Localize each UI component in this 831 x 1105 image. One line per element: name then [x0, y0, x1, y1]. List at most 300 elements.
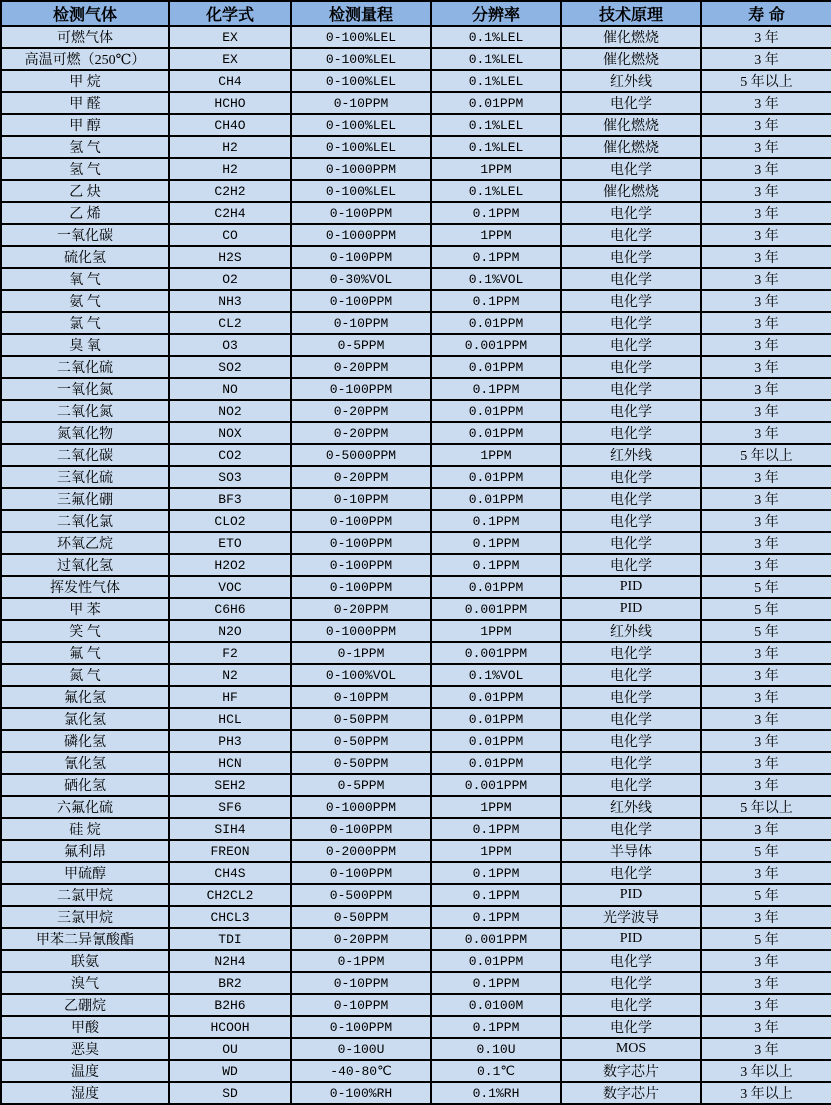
cell-technology: 催化燃烧: [561, 180, 701, 202]
cell-gas-name: 甲 醇: [1, 114, 169, 136]
cell-detection-range: 0-5000PPM: [291, 444, 431, 466]
cell-lifespan: 3 年: [701, 862, 831, 884]
cell-technology: 电化学: [561, 158, 701, 180]
table-row: [1, 796, 831, 818]
table-row: [1, 92, 831, 114]
column-header-chemical-formula: 化学式: [169, 1, 291, 26]
cell-chemical-formula: BF3: [169, 488, 291, 510]
cell-lifespan: 3 年: [701, 26, 831, 48]
cell-gas-name: 一氧化碳: [1, 224, 169, 246]
cell-detection-range: 0-100PPM: [291, 510, 431, 532]
table-row: [1, 532, 831, 554]
cell-resolution: 0.01PPM: [431, 730, 561, 752]
cell-detection-range: 0-2000PPM: [291, 840, 431, 862]
cell-chemical-formula: CLO2: [169, 510, 291, 532]
cell-resolution: 0.1PPM: [431, 246, 561, 268]
table-row: [1, 312, 831, 334]
cell-gas-name: 二氧化硫: [1, 356, 169, 378]
table-row: [1, 664, 831, 686]
cell-lifespan: 3 年: [701, 950, 831, 972]
cell-gas-name: 二氧化氯: [1, 510, 169, 532]
table-row: [1, 136, 831, 158]
cell-lifespan: 5 年以上: [701, 70, 831, 92]
cell-chemical-formula: VOC: [169, 576, 291, 598]
cell-detection-range: 0-5PPM: [291, 774, 431, 796]
cell-detection-range: 0-100PPM: [291, 246, 431, 268]
cell-technology: MOS: [561, 1038, 701, 1060]
cell-resolution: 0.001PPM: [431, 928, 561, 950]
cell-technology: 电化学: [561, 554, 701, 576]
cell-resolution: 0.1PPM: [431, 1016, 561, 1038]
cell-resolution: 0.01PPM: [431, 466, 561, 488]
cell-resolution: 0.1PPM: [431, 554, 561, 576]
cell-resolution: 0.1%LEL: [431, 48, 561, 70]
table-row: [1, 686, 831, 708]
cell-resolution: 0.01PPM: [431, 950, 561, 972]
cell-lifespan: 3 年: [701, 972, 831, 994]
cell-chemical-formula: F2: [169, 642, 291, 664]
cell-chemical-formula: BR2: [169, 972, 291, 994]
cell-detection-range: 0-100PPM: [291, 290, 431, 312]
cell-technology: PID: [561, 576, 701, 598]
cell-detection-range: 0-10PPM: [291, 686, 431, 708]
cell-gas-name: 恶臭: [1, 1038, 169, 1060]
table-row: [1, 1038, 831, 1060]
table-row: [1, 48, 831, 70]
cell-resolution: 1PPM: [431, 158, 561, 180]
cell-lifespan: 3 年: [701, 818, 831, 840]
cell-detection-range: 0-20PPM: [291, 928, 431, 950]
cell-gas-name: 氨 气: [1, 290, 169, 312]
cell-lifespan: 3 年: [701, 708, 831, 730]
cell-gas-name: 磷化氢: [1, 730, 169, 752]
table-row: [1, 510, 831, 532]
table-row: [1, 1016, 831, 1038]
cell-resolution: 0.01PPM: [431, 422, 561, 444]
cell-chemical-formula: HCN: [169, 752, 291, 774]
cell-technology: PID: [561, 598, 701, 620]
cell-detection-range: 0-10PPM: [291, 994, 431, 1016]
cell-gas-name: 氯 气: [1, 312, 169, 334]
cell-lifespan: 3 年: [701, 290, 831, 312]
cell-detection-range: -40-80℃: [291, 1060, 431, 1082]
cell-chemical-formula: SIH4: [169, 818, 291, 840]
cell-chemical-formula: WD: [169, 1060, 291, 1082]
cell-resolution: 0.1%LEL: [431, 180, 561, 202]
cell-technology: 光学波导: [561, 906, 701, 928]
table-row: [1, 1082, 831, 1104]
cell-resolution: 0.001PPM: [431, 598, 561, 620]
cell-chemical-formula: HCOOH: [169, 1016, 291, 1038]
cell-resolution: 0.1PPM: [431, 862, 561, 884]
cell-lifespan: 3 年: [701, 356, 831, 378]
cell-resolution: 0.1PPM: [431, 818, 561, 840]
table-row: [1, 202, 831, 224]
cell-lifespan: 3 年: [701, 730, 831, 752]
cell-technology: 电化学: [561, 92, 701, 114]
cell-detection-range: 0-100%LEL: [291, 48, 431, 70]
table-row: [1, 114, 831, 136]
cell-lifespan: 3 年: [701, 554, 831, 576]
cell-technology: 电化学: [561, 972, 701, 994]
table-row: [1, 70, 831, 92]
cell-technology: 电化学: [561, 400, 701, 422]
cell-resolution: 0.1PPM: [431, 202, 561, 224]
cell-technology: 电化学: [561, 202, 701, 224]
cell-resolution: 0.1PPM: [431, 510, 561, 532]
cell-chemical-formula: NO: [169, 378, 291, 400]
cell-resolution: 0.01PPM: [431, 708, 561, 730]
cell-technology: 催化燃烧: [561, 26, 701, 48]
cell-technology: 电化学: [561, 774, 701, 796]
cell-gas-name: 三氟化硼: [1, 488, 169, 510]
cell-lifespan: 3 年: [701, 114, 831, 136]
cell-lifespan: 3 年: [701, 994, 831, 1016]
cell-lifespan: 3 年: [701, 48, 831, 70]
cell-detection-range: 0-100PPM: [291, 202, 431, 224]
table-row: [1, 884, 831, 906]
cell-resolution: 0.001PPM: [431, 774, 561, 796]
cell-detection-range: 0-100PPM: [291, 554, 431, 576]
cell-lifespan: 3 年: [701, 224, 831, 246]
cell-detection-range: 0-20PPM: [291, 422, 431, 444]
cell-chemical-formula: N2O: [169, 620, 291, 642]
cell-detection-range: 0-100%LEL: [291, 136, 431, 158]
cell-technology: 电化学: [561, 510, 701, 532]
cell-detection-range: 0-20PPM: [291, 466, 431, 488]
table-row: [1, 840, 831, 862]
cell-chemical-formula: SO2: [169, 356, 291, 378]
cell-technology: 电化学: [561, 268, 701, 290]
cell-gas-name: 氟利昂: [1, 840, 169, 862]
cell-chemical-formula: O2: [169, 268, 291, 290]
cell-detection-range: 0-20PPM: [291, 356, 431, 378]
cell-chemical-formula: EX: [169, 48, 291, 70]
cell-detection-range: 0-1PPM: [291, 950, 431, 972]
cell-detection-range: 0-100%LEL: [291, 180, 431, 202]
cell-chemical-formula: CO2: [169, 444, 291, 466]
table-row: [1, 268, 831, 290]
cell-chemical-formula: C6H6: [169, 598, 291, 620]
cell-chemical-formula: C2H2: [169, 180, 291, 202]
cell-resolution: 1PPM: [431, 796, 561, 818]
cell-detection-range: 0-1000PPM: [291, 158, 431, 180]
cell-gas-name: 氟 气: [1, 642, 169, 664]
table-row: [1, 26, 831, 48]
cell-technology: 电化学: [561, 246, 701, 268]
cell-lifespan: 3 年: [701, 202, 831, 224]
cell-technology: 红外线: [561, 70, 701, 92]
cell-gas-name: 氮 气: [1, 664, 169, 686]
cell-gas-name: 二氯甲烷: [1, 884, 169, 906]
cell-resolution: 0.10U: [431, 1038, 561, 1060]
cell-gas-name: 氟化氢: [1, 686, 169, 708]
column-header-lifespan: 寿 命: [701, 1, 831, 26]
table-row: [1, 400, 831, 422]
cell-technology: 电化学: [561, 708, 701, 730]
cell-lifespan: 3 年: [701, 1038, 831, 1060]
cell-detection-range: 0-100%RH: [291, 1082, 431, 1104]
cell-lifespan: 5 年: [701, 598, 831, 620]
cell-technology: 催化燃烧: [561, 114, 701, 136]
cell-chemical-formula: CO: [169, 224, 291, 246]
cell-resolution: 0.1%LEL: [431, 136, 561, 158]
cell-gas-name: 氧 气: [1, 268, 169, 290]
cell-lifespan: 3 年以上: [701, 1082, 831, 1104]
cell-resolution: 0.01PPM: [431, 686, 561, 708]
cell-chemical-formula: HF: [169, 686, 291, 708]
cell-gas-name: 臭 氧: [1, 334, 169, 356]
table-row: [1, 598, 831, 620]
cell-technology: 电化学: [561, 994, 701, 1016]
cell-detection-range: 0-100PPM: [291, 378, 431, 400]
table-row: [1, 620, 831, 642]
table-row: [1, 334, 831, 356]
cell-detection-range: 0-50PPM: [291, 906, 431, 928]
cell-detection-range: 0-100PPM: [291, 532, 431, 554]
cell-resolution: 0.1PPM: [431, 378, 561, 400]
table-row: [1, 708, 831, 730]
cell-lifespan: 5 年以上: [701, 444, 831, 466]
cell-resolution: 0.01PPM: [431, 576, 561, 598]
column-header-technology: 技术原理: [561, 1, 701, 26]
cell-detection-range: 0-5PPM: [291, 334, 431, 356]
cell-resolution: 0.1℃: [431, 1060, 561, 1082]
table-row: [1, 730, 831, 752]
cell-chemical-formula: CH4S: [169, 862, 291, 884]
cell-lifespan: 3 年: [701, 664, 831, 686]
cell-technology: 电化学: [561, 1016, 701, 1038]
cell-lifespan: 3 年: [701, 774, 831, 796]
cell-detection-range: 0-1PPM: [291, 642, 431, 664]
cell-gas-name: 氢 气: [1, 158, 169, 180]
cell-lifespan: 3 年: [701, 158, 831, 180]
table-row: [1, 554, 831, 576]
cell-technology: 电化学: [561, 224, 701, 246]
cell-chemical-formula: N2: [169, 664, 291, 686]
cell-resolution: 1PPM: [431, 224, 561, 246]
cell-detection-range: 0-20PPM: [291, 400, 431, 422]
cell-gas-name: 一氧化氮: [1, 378, 169, 400]
cell-gas-name: 三氯甲烷: [1, 906, 169, 928]
cell-lifespan: 3 年: [701, 510, 831, 532]
cell-detection-range: 0-100%VOL: [291, 664, 431, 686]
cell-gas-name: 甲硫醇: [1, 862, 169, 884]
cell-chemical-formula: OU: [169, 1038, 291, 1060]
cell-chemical-formula: SF6: [169, 796, 291, 818]
column-header-gas-name: 检测气体: [1, 1, 169, 26]
cell-resolution: 0.1%LEL: [431, 70, 561, 92]
cell-resolution: 0.01PPM: [431, 400, 561, 422]
table-row: [1, 862, 831, 884]
cell-detection-range: 0-100PPM: [291, 1016, 431, 1038]
cell-technology: 红外线: [561, 444, 701, 466]
cell-lifespan: 3 年: [701, 400, 831, 422]
cell-chemical-formula: H2: [169, 136, 291, 158]
cell-technology: 催化燃烧: [561, 136, 701, 158]
cell-chemical-formula: FREON: [169, 840, 291, 862]
cell-resolution: 0.1PPM: [431, 972, 561, 994]
table-row: [1, 378, 831, 400]
cell-lifespan: 3 年: [701, 334, 831, 356]
table-row: [1, 1060, 831, 1082]
cell-gas-name: 氮氧化物: [1, 422, 169, 444]
cell-lifespan: 5 年以上: [701, 796, 831, 818]
cell-gas-name: 氯化氢: [1, 708, 169, 730]
table-row: [1, 422, 831, 444]
table-row: [1, 356, 831, 378]
cell-resolution: 0.1%LEL: [431, 26, 561, 48]
header-row: [1, 1, 831, 26]
cell-gas-name: 硅 烷: [1, 818, 169, 840]
cell-technology: 电化学: [561, 290, 701, 312]
cell-chemical-formula: B2H6: [169, 994, 291, 1016]
cell-gas-name: 二氧化碳: [1, 444, 169, 466]
cell-chemical-formula: N2H4: [169, 950, 291, 972]
cell-technology: 电化学: [561, 752, 701, 774]
cell-technology: 电化学: [561, 686, 701, 708]
cell-technology: 电化学: [561, 664, 701, 686]
cell-gas-name: 笑 气: [1, 620, 169, 642]
cell-chemical-formula: CL2: [169, 312, 291, 334]
cell-detection-range: 0-50PPM: [291, 730, 431, 752]
cell-chemical-formula: CH4O: [169, 114, 291, 136]
table-row: [1, 444, 831, 466]
cell-technology: 电化学: [561, 818, 701, 840]
cell-detection-range: 0-50PPM: [291, 708, 431, 730]
cell-lifespan: 3 年: [701, 136, 831, 158]
cell-gas-name: 三氧化硫: [1, 466, 169, 488]
cell-lifespan: 3 年: [701, 312, 831, 334]
cell-lifespan: 3 年: [701, 268, 831, 290]
cell-gas-name: 硫化氢: [1, 246, 169, 268]
table-body: [1, 26, 831, 1104]
table-row: [1, 576, 831, 598]
cell-detection-range: 0-10PPM: [291, 92, 431, 114]
cell-chemical-formula: O3: [169, 334, 291, 356]
cell-technology: 电化学: [561, 422, 701, 444]
cell-technology: 电化学: [561, 532, 701, 554]
cell-technology: 数字芯片: [561, 1060, 701, 1082]
cell-technology: 电化学: [561, 950, 701, 972]
cell-gas-name: 溴气: [1, 972, 169, 994]
cell-lifespan: 5 年: [701, 928, 831, 950]
table-row: [1, 928, 831, 950]
table-row: [1, 994, 831, 1016]
cell-lifespan: 3 年以上: [701, 1060, 831, 1082]
cell-resolution: 0.001PPM: [431, 334, 561, 356]
cell-resolution: 0.1%LEL: [431, 114, 561, 136]
cell-gas-name: 湿度: [1, 1082, 169, 1104]
cell-chemical-formula: CH2CL2: [169, 884, 291, 906]
cell-resolution: 0.1PPM: [431, 884, 561, 906]
cell-gas-name: 氰化氢: [1, 752, 169, 774]
cell-gas-name: 乙硼烷: [1, 994, 169, 1016]
cell-detection-range: 0-100U: [291, 1038, 431, 1060]
cell-chemical-formula: H2: [169, 158, 291, 180]
cell-resolution: 0.01PPM: [431, 752, 561, 774]
cell-gas-name: 环氧乙烷: [1, 532, 169, 554]
cell-chemical-formula: CHCL3: [169, 906, 291, 928]
cell-gas-name: 过氧化氢: [1, 554, 169, 576]
cell-gas-name: 甲苯二异氰酸酯: [1, 928, 169, 950]
cell-lifespan: 3 年: [701, 532, 831, 554]
table-header: [1, 1, 831, 26]
cell-detection-range: 0-500PPM: [291, 884, 431, 906]
table-row: [1, 818, 831, 840]
cell-resolution: 0.0100M: [431, 994, 561, 1016]
table-row: [1, 290, 831, 312]
cell-detection-range: 0-100PPM: [291, 862, 431, 884]
cell-gas-name: 温度: [1, 1060, 169, 1082]
cell-chemical-formula: HCL: [169, 708, 291, 730]
table-row: [1, 642, 831, 664]
table-row: [1, 224, 831, 246]
cell-chemical-formula: CH4: [169, 70, 291, 92]
cell-technology: 电化学: [561, 488, 701, 510]
table-row: [1, 752, 831, 774]
cell-resolution: 0.001PPM: [431, 642, 561, 664]
cell-detection-range: 0-1000PPM: [291, 224, 431, 246]
cell-technology: 电化学: [561, 642, 701, 664]
cell-detection-range: 0-100%LEL: [291, 26, 431, 48]
cell-lifespan: 3 年: [701, 180, 831, 202]
column-header-detection-range: 检测量程: [291, 1, 431, 26]
cell-lifespan: 3 年: [701, 906, 831, 928]
table-row: [1, 972, 831, 994]
cell-chemical-formula: TDI: [169, 928, 291, 950]
table-row: [1, 158, 831, 180]
cell-detection-range: 0-10PPM: [291, 312, 431, 334]
cell-technology: 电化学: [561, 334, 701, 356]
table-row: [1, 774, 831, 796]
cell-chemical-formula: NH3: [169, 290, 291, 312]
cell-chemical-formula: NO2: [169, 400, 291, 422]
cell-gas-name: 硒化氢: [1, 774, 169, 796]
table-row: [1, 246, 831, 268]
cell-gas-name: 氢 气: [1, 136, 169, 158]
cell-gas-name: 高温可燃（250℃）: [1, 48, 169, 70]
cell-lifespan: 3 年: [701, 1016, 831, 1038]
cell-gas-name: 挥发性气体: [1, 576, 169, 598]
cell-technology: 电化学: [561, 312, 701, 334]
table-row: [1, 906, 831, 928]
cell-detection-range: 0-10PPM: [291, 488, 431, 510]
cell-resolution: 1PPM: [431, 840, 561, 862]
cell-lifespan: 3 年: [701, 488, 831, 510]
cell-technology: PID: [561, 884, 701, 906]
cell-gas-name: 甲酸: [1, 1016, 169, 1038]
cell-chemical-formula: H2O2: [169, 554, 291, 576]
cell-resolution: 0.01PPM: [431, 356, 561, 378]
cell-lifespan: 3 年: [701, 466, 831, 488]
cell-detection-range: 0-30%VOL: [291, 268, 431, 290]
cell-lifespan: 3 年: [701, 246, 831, 268]
cell-resolution: 0.1PPM: [431, 532, 561, 554]
cell-technology: 电化学: [561, 378, 701, 400]
cell-lifespan: 5 年: [701, 884, 831, 906]
table-row: [1, 466, 831, 488]
cell-lifespan: 3 年: [701, 752, 831, 774]
cell-lifespan: 5 年: [701, 620, 831, 642]
cell-lifespan: 3 年: [701, 686, 831, 708]
cell-chemical-formula: SD: [169, 1082, 291, 1104]
cell-technology: 电化学: [561, 466, 701, 488]
cell-detection-range: 0-1000PPM: [291, 620, 431, 642]
table-row: [1, 950, 831, 972]
cell-detection-range: 0-100%LEL: [291, 70, 431, 92]
cell-technology: 红外线: [561, 620, 701, 642]
